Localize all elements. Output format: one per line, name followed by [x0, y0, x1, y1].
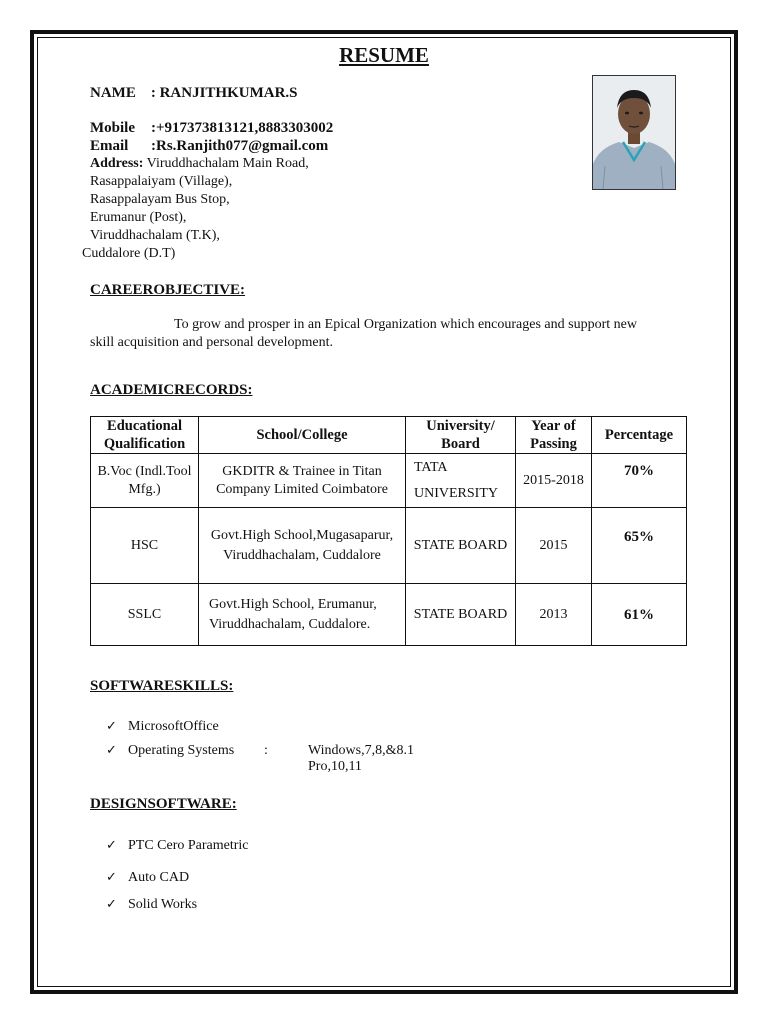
- name-separator: :: [150, 85, 156, 101]
- school-cell: GKDITR & Trainee in Titan Company Limited Coimbatore: [199, 454, 406, 508]
- address-line: Erumanur (Post),: [90, 210, 187, 225]
- qualification-cell: HSC: [91, 508, 199, 584]
- table-row: [91, 584, 687, 646]
- check-icon: ✓: [106, 743, 117, 758]
- skill-separator: :: [264, 743, 268, 758]
- list-item: [106, 719, 234, 743]
- column-header: Percentage: [592, 417, 687, 454]
- list-item: [106, 743, 414, 774]
- career-objective-line: To grow and prosper in an Epical Organization which encourages and support new: [174, 317, 637, 332]
- qualification-cell: B.Voc (Indl.Tool Mfg.): [91, 454, 199, 508]
- mobile-value: :+917373813121,8883303002: [151, 120, 334, 136]
- skill-label: MicrosoftOffice: [128, 719, 219, 734]
- address-line: Viruddhachalam (T.K),: [90, 228, 220, 243]
- table-row: [91, 508, 687, 584]
- career-objective-heading: CAREEROBJECTIVE:: [90, 282, 246, 298]
- skill-value: Windows,7,8,&8.1 Pro,10,11: [308, 743, 414, 774]
- check-icon: ✓: [106, 719, 117, 734]
- list-item: [106, 838, 249, 870]
- design-software-label: Auto CAD: [128, 870, 190, 885]
- email-value: :Rs.Ranjith077@gmail.com: [151, 138, 329, 154]
- board-cell: TATA UNIVERSITY: [406, 454, 516, 508]
- column-header: Educational Qualification: [91, 417, 199, 454]
- name-value: RANJITHKUMAR.S: [159, 85, 298, 101]
- address-line: Cuddalore (D.T): [82, 246, 176, 261]
- page-title: RESUME: [339, 43, 429, 67]
- list-item: [106, 870, 249, 897]
- board-cell: STATE BOARD: [406, 584, 516, 646]
- software-skills-list: [106, 719, 414, 774]
- percentage-cell: 61%: [592, 584, 687, 646]
- career-objective-line: skill acquisition and personal development.: [90, 335, 334, 350]
- column-header: University/ Board: [406, 417, 516, 454]
- percentage-cell: 70%: [592, 454, 687, 508]
- column-header: Year of Passing: [516, 417, 592, 454]
- design-software-list: [106, 838, 249, 913]
- table-header-row: [91, 417, 687, 454]
- mobile-label: Mobile: [90, 120, 135, 136]
- check-icon: ✓: [106, 838, 117, 853]
- school-cell: Govt.High School,Mugasaparur, Viruddhachalam, Cuddalore: [199, 508, 406, 584]
- qualification-cell: SSLC: [91, 584, 199, 646]
- address-label: Address:: [90, 156, 144, 171]
- table-row: [91, 454, 687, 508]
- address-line: Rasappalaiyam (Village),: [90, 174, 233, 189]
- name-row: [90, 85, 298, 102]
- board-cell: STATE BOARD: [406, 508, 516, 584]
- year-cell: 2013: [516, 584, 592, 646]
- academic-records-table: [90, 416, 687, 646]
- person-photo-icon: [593, 76, 675, 189]
- address-line: Viruddhachalam Main Road,: [146, 156, 309, 171]
- skill-label: Operating Systems: [128, 743, 235, 758]
- name-label: NAME: [90, 85, 136, 101]
- check-icon: ✓: [106, 897, 117, 912]
- profile-photo: [592, 75, 676, 190]
- address-line: Rasappalayam Bus Stop,: [90, 192, 230, 207]
- year-cell: 2015-2018: [516, 454, 592, 508]
- year-cell: 2015: [516, 508, 592, 584]
- address-first-line: [90, 156, 309, 172]
- column-header: School/College: [199, 417, 406, 454]
- design-software-label: PTC Cero Parametric: [128, 838, 249, 853]
- design-software-label: Solid Works: [128, 897, 198, 912]
- school-cell: Govt.High School, Erumanur, Viruddhachalam, Cuddalore.: [199, 584, 406, 646]
- percentage-cell: 65%: [592, 508, 687, 584]
- email-label: Email: [90, 138, 129, 154]
- check-icon: ✓: [106, 870, 117, 885]
- academic-records-heading: ACADEMICRECORDS:: [90, 382, 253, 398]
- design-software-heading: DESIGNSOFTWARE:: [90, 796, 237, 812]
- list-item: [106, 897, 249, 913]
- software-skills-heading: SOFTWARESKILLS:: [90, 678, 234, 694]
